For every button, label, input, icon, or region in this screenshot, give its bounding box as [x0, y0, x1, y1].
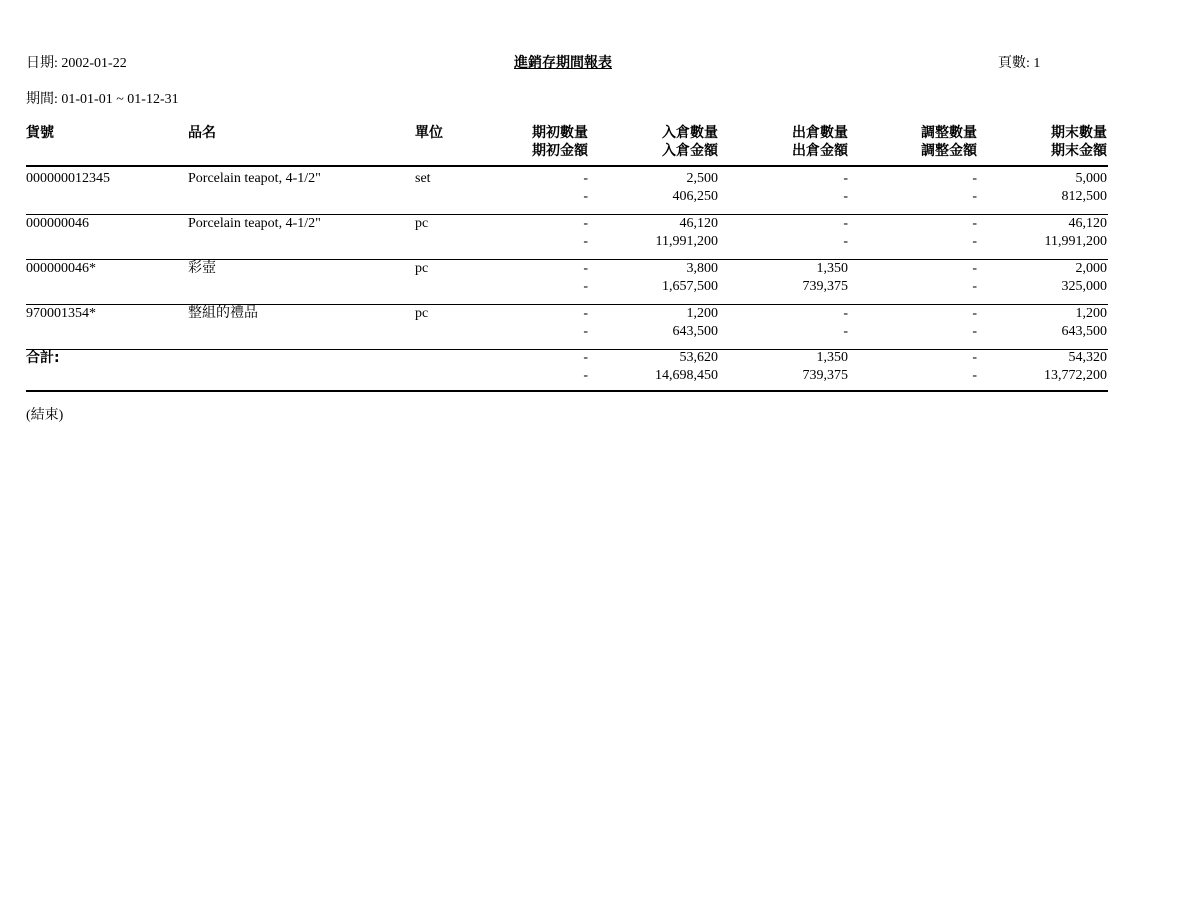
total-open-qty: - [583, 350, 588, 365]
table-row [26, 170, 1108, 215]
end-qty: 1,200 [1075, 306, 1107, 321]
item-name: Porcelain teapot, 4-1/2" [188, 216, 321, 231]
header-name: 品名 [188, 125, 216, 141]
totals-label: 合計: [26, 350, 60, 366]
in-amt: 11,991,200 [655, 234, 718, 249]
in-amt: 1,657,500 [662, 279, 718, 294]
end-amt: 11,991,200 [1044, 234, 1107, 249]
in-qty: 3,800 [686, 261, 718, 276]
item-code: 970001354* [26, 306, 96, 321]
item-unit: pc [415, 306, 429, 321]
open-qty: - [583, 171, 588, 186]
table-row [26, 260, 1108, 305]
header-in-amt: 入倉金額 [662, 143, 718, 159]
totals-row [26, 349, 1108, 391]
total-adj-amt: - [972, 368, 977, 383]
header-unit: 單位 [415, 125, 443, 141]
item-code: 000000046 [26, 216, 89, 231]
total-end-qty: 54,320 [1068, 350, 1107, 365]
total-out-qty: 1,350 [816, 350, 848, 365]
report-date: 日期: 2002-01-22 [26, 56, 127, 71]
adj-amt: - [972, 234, 977, 249]
table-row [26, 305, 1108, 350]
total-in-qty: 53,620 [679, 350, 718, 365]
open-amt: - [583, 189, 588, 204]
totals-divider [26, 390, 1108, 392]
header-end-qty: 期末數量 [1051, 125, 1107, 141]
in-qty: 2,500 [686, 171, 718, 186]
header-end-amt: 期末金額 [1051, 143, 1107, 159]
out-qty: 1,350 [816, 261, 848, 276]
out-qty: - [843, 216, 848, 231]
header-out-amt: 出倉金額 [792, 143, 848, 159]
table-body [26, 170, 1108, 350]
item-unit: set [415, 171, 431, 186]
report-title: 進銷存期間報表 [514, 55, 612, 71]
header-adj-qty: 調整數量 [921, 125, 977, 141]
in-amt: 643,500 [672, 324, 718, 339]
table-header [26, 124, 1108, 164]
table-row [26, 215, 1108, 260]
item-name: 彩壺 [188, 261, 216, 276]
in-qty: 1,200 [686, 306, 718, 321]
total-open-amt: - [583, 368, 588, 383]
open-qty: - [583, 216, 588, 231]
page-number: 頁數: 1 [998, 56, 1041, 71]
adj-qty: - [972, 171, 977, 186]
out-qty: - [843, 306, 848, 321]
open-qty: - [583, 306, 588, 321]
in-amt: 406,250 [672, 189, 718, 204]
out-amt: - [843, 234, 848, 249]
end-qty: 46,120 [1068, 216, 1107, 231]
total-end-amt: 13,772,200 [1044, 368, 1107, 383]
total-adj-qty: - [972, 350, 977, 365]
header-divider [26, 165, 1108, 167]
end-amt: 812,500 [1061, 189, 1107, 204]
end-amt: 643,500 [1061, 324, 1107, 339]
report-period: 期間: 01-01-01 ~ 01-12-31 [26, 92, 179, 107]
out-qty: - [843, 171, 848, 186]
out-amt: - [843, 324, 848, 339]
open-amt: - [583, 234, 588, 249]
header-code: 貨號 [26, 125, 54, 141]
item-code: 000000046* [26, 261, 96, 276]
end-qty: 2,000 [1075, 261, 1107, 276]
header-open-qty: 期初數量 [532, 125, 588, 141]
adj-qty: - [972, 306, 977, 321]
header-in-qty: 入倉數量 [662, 125, 718, 141]
header-out-qty: 出倉數量 [792, 125, 848, 141]
out-amt: 739,375 [802, 279, 848, 294]
total-in-amt: 14,698,450 [655, 368, 718, 383]
item-code: 000000012345 [26, 171, 110, 186]
header-open-amt: 期初金額 [532, 143, 588, 159]
item-unit: pc [415, 261, 429, 276]
adj-qty: - [972, 216, 977, 231]
out-amt: - [843, 189, 848, 204]
adj-amt: - [972, 189, 977, 204]
item-name: Porcelain teapot, 4-1/2" [188, 171, 321, 186]
adj-amt: - [972, 279, 977, 294]
adj-qty: - [972, 261, 977, 276]
open-amt: - [583, 279, 588, 294]
total-out-amt: 739,375 [802, 368, 848, 383]
open-qty: - [583, 261, 588, 276]
open-amt: - [583, 324, 588, 339]
item-name: 整組的禮品 [188, 306, 258, 321]
end-qty: 5,000 [1075, 171, 1107, 186]
report-end-marker: (結束) [26, 408, 64, 423]
item-unit: pc [415, 216, 429, 231]
end-amt: 325,000 [1061, 279, 1107, 294]
in-qty: 46,120 [679, 216, 718, 231]
adj-amt: - [972, 324, 977, 339]
header-adj-amt: 調整金額 [921, 143, 977, 159]
